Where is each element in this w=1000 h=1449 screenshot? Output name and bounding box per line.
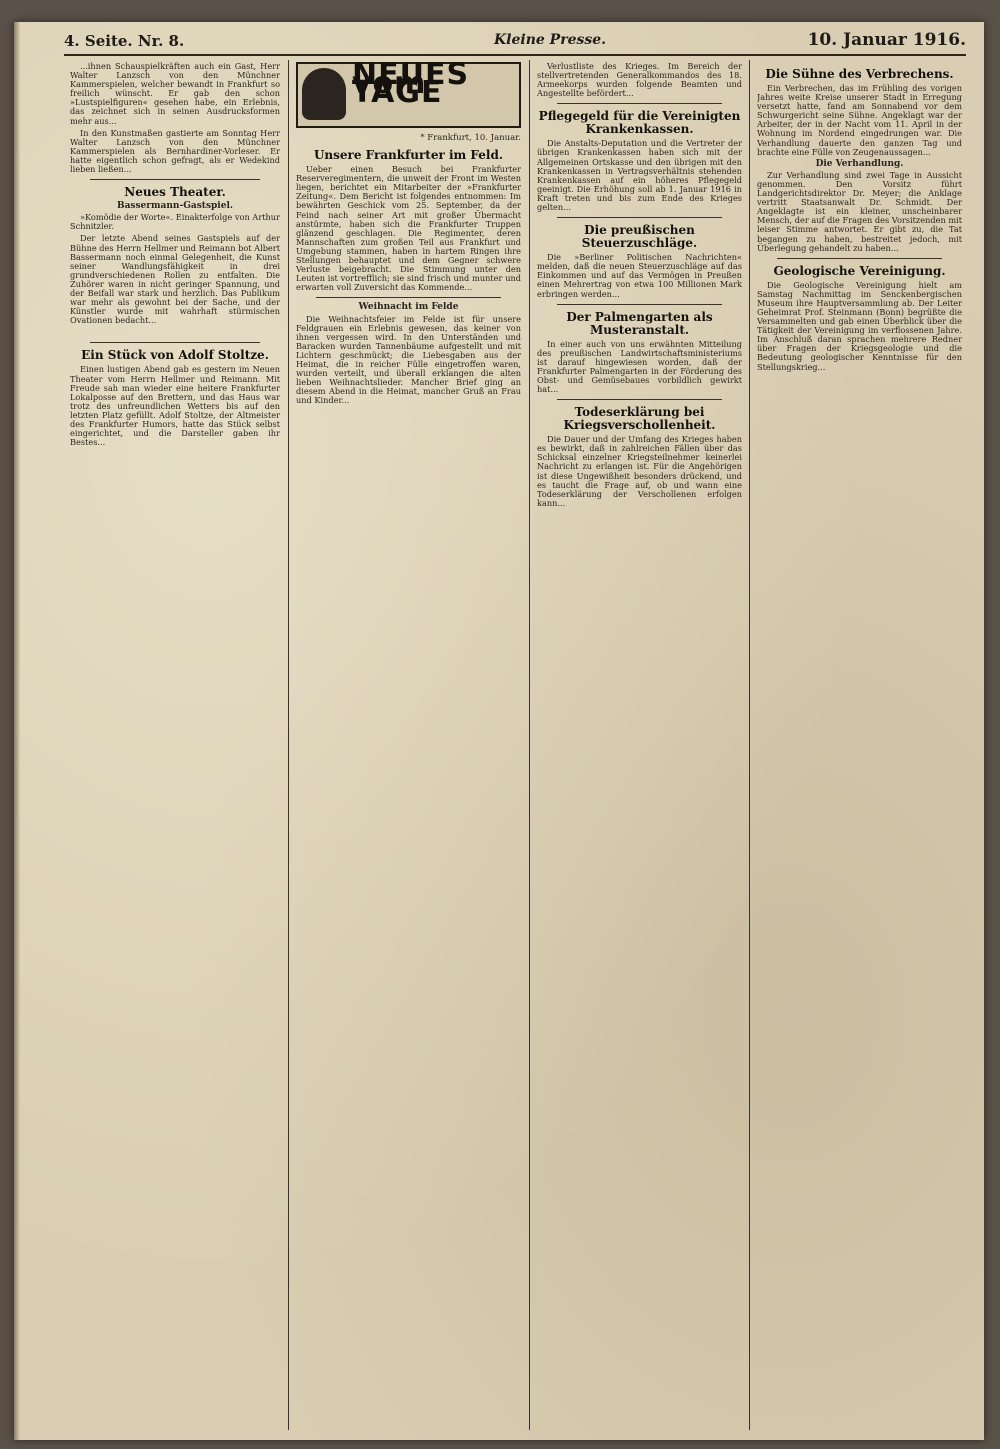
article-body-suehne: Ein Verbrechen, das im Frühling des vorigen Jahres weite Kreise unserer Stadt in Erregung versetzt hatte, fand am Sonnabend vor dem Schwurgericht seine Sühne. Angeklagt war der Arbeiter, der in der Nacht vom 11. April in der Wohnung im Nordend eingedrungen war. Die Verhandlung dauerte den ganzen Tag und brachte eine Fülle von Zeugenaussagen...	[757, 83, 962, 157]
column-3	[537, 62, 742, 1432]
article-body-weihnacht: Die Weihnachtsfeier im Felde ist für unsere Feldgrauen ein Erlebnis gewesen, das keiner von ihnen vergessen wird. In den Unterständen und Baracken wurden Tannenbäume aufgestellt und mit Lichtern geschmückt; die Liebesgaben aus der Heimat, die in reicher Fülle eingetroffen waren, wurden verteilt, und überall erklangen die alten lieben Weihnachtslieder. Mancher Brief ging an diesem Abend in die Heimat, mancher Gruß an Frau und Kinder...	[296, 313, 521, 406]
article-body-palmengarten: In einer auch von uns erwähnten Mitteilung des preußischen Landwirtschaftsministeriums ist darauf hingewiesen worden, daß der Frankfurter Palmengarten in der Förderung des Obst- und Gemüsebaues vorbildlich gewirkt hat...	[537, 338, 742, 395]
article-title-weihnacht: Weihnacht im Felde	[358, 302, 459, 313]
newspaper-page	[14, 22, 984, 1440]
article-body-todeserklaerung: Die Dauer und der Umfang des Krieges haben es bewirkt, daß in zahlreichen Fällen über das Schicksal einzelner Kriegsteilnehmer keinerlei Nachricht zu erlangen ist. Für die Angehörigen ist diese Ungewißheit besonders drückend, und es taucht die Frage auf, ob und wann eine Todeserklärung der Verschollenen erfolgen kann...	[537, 434, 742, 508]
column-rule	[529, 60, 530, 1430]
col1-intro2: In den Kunstmaßen gastierte am Sonntag Herr Walter Lanzsch von den Münchner Kammerspielen als Bernhardiner-Vorleser. Er hatte eigentlich schon gefragt, als er Wedekind lieben ließen...	[70, 127, 280, 175]
section-subtitle: Bassermann-Gastspiel.	[116, 201, 233, 212]
article-title-palmengarten: Der Palmengarten als Musteranstalt.	[566, 309, 713, 337]
column-1	[70, 62, 280, 1432]
section-body-stoltze: Einen lustigen Abend gab es gestern im Neuen Theater vom Herrn Hellmer und Reimann. Mit Freude sah man wieder eine heitere Frankfurter Lokalposse auf den Brettern, und das Haus war trotz des unfreundlichen Wetters bis auf den letzten Platz gefüllt. Adolf Stoltze, der Altmeister des Frankfurter Humors, hatte das Stück selbst eingerichtet, und die Darsteller gaben ihr Bestes...	[70, 364, 280, 448]
section-lead: »Komödie der Worte«. Einakterfolge von Arthur Schnitzler.	[70, 212, 280, 232]
col3-intro: Verlustliste des Krieges. Im Bereich der stellvertretenden Generalkommandos des 18. Armeekorps wurden folgende Beamten und Angestellte befördert...	[537, 62, 742, 99]
article-subtitle-verhandlung: Die Verhandlung.	[815, 158, 904, 169]
masthead-title: NEUES vom TAGE	[352, 62, 470, 111]
eagle-emblem-icon	[302, 68, 346, 120]
column-2	[296, 62, 521, 1432]
col1-intro: ...ihnen Schauspielkräften auch ein Gast, Herr Walter Lanzsch von den Münchner Kammerspielen, welcher bewandt in Frankfurt so freilich wünscht. Er gab den schon »Lustspielfiguren« gesehen habe, ein Erlebnis, das zeichnet sich in seinen Ausdrucksformen mehr aus...	[70, 62, 280, 126]
article-body-steuer: Die »Berliner Politischen Nachrichten« melden, daß die neuen Steuerzuschläge auf das Einkommen und auf das Vermögen in Preußen einen Mehrertrag von etwa 100 Millionen Mark erbringen werden...	[537, 252, 742, 299]
column-rule	[288, 60, 289, 1430]
section-title-stoltze: Ein Stück von Adolf Stoltze.	[81, 348, 269, 363]
article-title-geologie: Geologische Vereinigung.	[773, 263, 946, 278]
page-number: 4. Seite. Nr. 8.	[64, 32, 185, 50]
article-body-geologie: Die Geologische Vereinigung hielt am Samstag Nachmittag im Senckenbergischen Museum ihre Hauptversammlung ab. Der Leiter Geheimrat Prof. Steinmann (Bonn) begrüßte die Versammelten und gab einen Überblick über die Tätigkeit der Vereinigung im verflossenen Jahre. Im Anschluß daran sprachen mehrere Redner über Fragen der Kriegsgeologie und die Bedeutung geologischer Kenntnisse für den Stellungskrieg...	[757, 279, 962, 372]
article-title-steuer: Die preußischen Steuerzuschläge.	[581, 223, 698, 251]
article-title-todeserklaerung: Todeserklärung bei Kriegsverschollenheit.	[563, 405, 716, 433]
section-body: Der letzte Abend seines Gastspiels auf der Bühne des Herrn Hellmer und Reimann bot Albert Bassermann noch einmal Gelegenheit, die Kunst seiner Wandlungsfähigkeit in drei grundverschiedenen Rollen zu entfalten. Die Zuhörer waren in nicht geringer Spannung, und der Beifall war stark und herzlich. Das Publikum war mehr als gewohnt bei der Sache, und der Künstler wurde mit wahrhaft stürmischen Ovationen bedacht...	[70, 233, 280, 326]
section-title-theater: Neues Theater.	[124, 185, 226, 200]
page-header	[64, 30, 966, 56]
article-body-frankfurter: Ueber einen Besuch bei Frankfurter Reserveregimentern, die unweit der Front im Westen liegen, berichtet ein Mitarbeiter der »Frankfurter Zeitung«. Dem Bericht ist folgendes entnommen: Im bewährten Geschick vom 25. September, da der Feind nach seiner Art mit großer Übermacht anstürmte, haben sich die Frankfurter Truppen glänzend geschlagen. Die Regimenter, deren Mannschaften zum großen Teil aus Frankfurt und Umgebung stammen, haben in hartem Ringen ihre Stellungen behauptet und dem Gegner schwere Verluste beigebracht. Die Stimmung unter den Leuten ist vortrefflich; sie sind frisch und munter und erwarten voll Zuversicht das Kommende...	[296, 164, 521, 293]
article-title-pflegegeld: Pflegegeld für die Vereinigten Krankenkassen.	[538, 109, 741, 137]
column-4	[757, 62, 962, 1432]
page-spine	[14, 22, 20, 1440]
paper-name: Kleine Presse.	[494, 32, 607, 48]
column-rule	[749, 60, 750, 1430]
article-title-frankfurter: Unsere Frankfurter im Feld.	[313, 148, 504, 163]
issue-date: 10. Januar 1916.	[807, 30, 966, 50]
dateline: * Frankfurt, 10. Januar.	[420, 133, 521, 143]
article-title-suehne: Die Sühne des Verbrechens.	[765, 67, 954, 81]
article-body-verhandlung: Zur Verhandlung sind zwei Tage in Aussicht genommen. Den Vorsitz führt Landgerichtsdirektor Dr. Meyer; die Anklage vertritt Staatsanwalt Dr. Schmidt. Der Angeklagte ist ein kleiner, unscheinbarer Mensch, der auf die Fragen des Vorsitzenden mit leiser Stimme antwortet. Er gibt zu, die Tat begangen zu haben, bestreitet jedoch, mit Überlegung gehandelt zu haben...	[757, 169, 962, 253]
neues-vom-tage-masthead	[296, 62, 521, 128]
article-body-pflegegeld: Die Anstalts-Deputation und die Vertreter der übrigen Krankenkassen haben sich mit der Allgemeinen Ortskasse und den übrigen mit den Krankenkassen in Vertragsverhältnis stehenden Krankenkassen auf ein höheres Pflegegeld geeinigt. Die Erhöhung soll ab 1. Januar 1916 in Kraft treten und bis zum Ende des Krieges gelten...	[537, 138, 742, 213]
